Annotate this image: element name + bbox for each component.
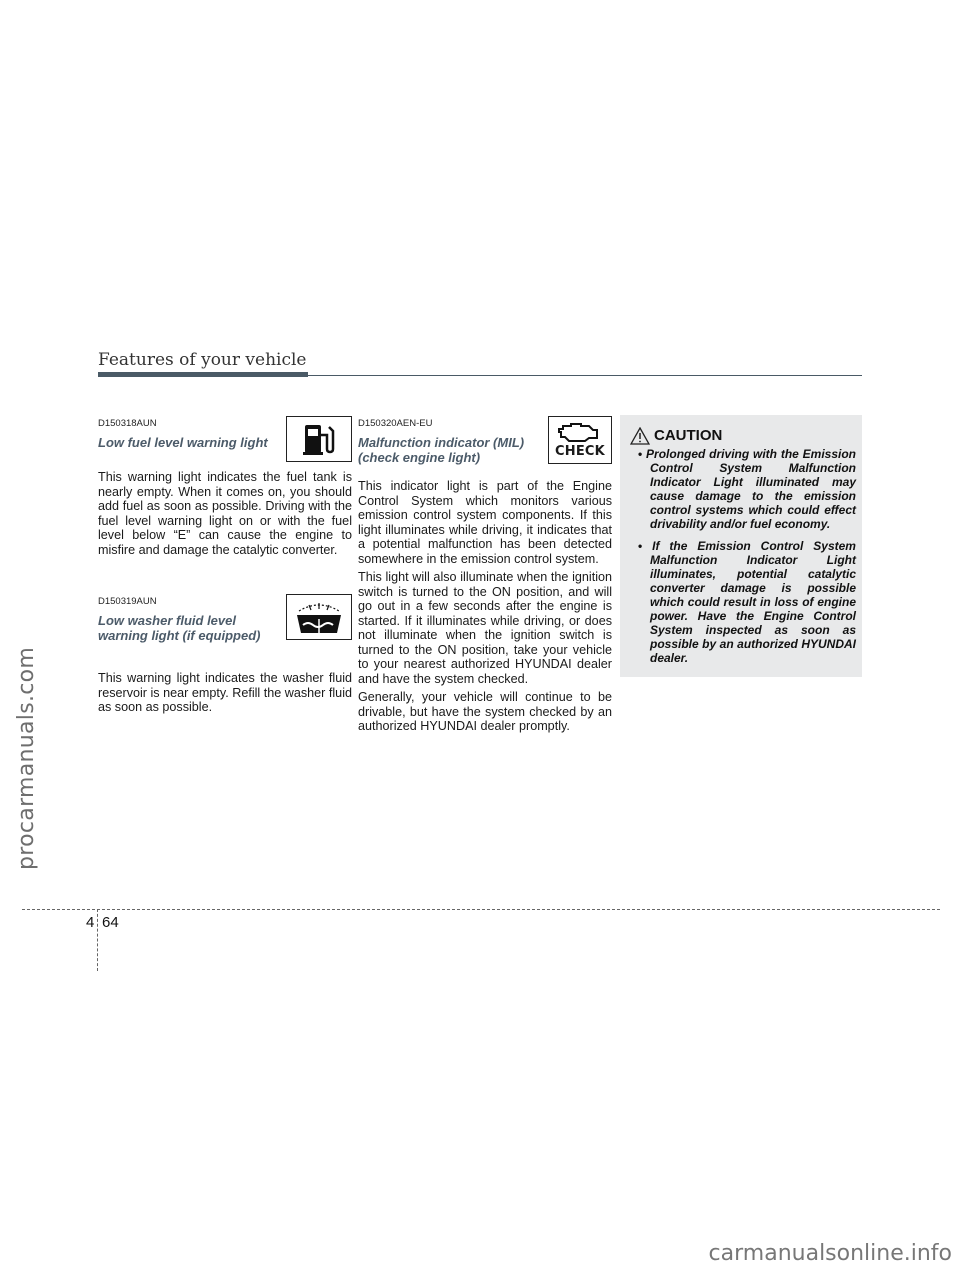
footer-rule (22, 909, 940, 910)
section-body: This warning light indicates the fuel tank is nearly empty. When it comes on, you should add fuel as soon as possible. Driving with the fuel level warning light on or with the fuel level below “E” can cause the engine to misfire and damage the catalytic converter. (98, 470, 352, 557)
section-paragraph: This light will also illuminate when the ignition switch is turned to the ON position, and will go out in a few seconds after the engine is started. If it illuminates while driving, or does not illuminate when the ignition switch is turned to the ON position, take your vehicle to your nearest authorized HYUNDAI dealer and have the system checked. (358, 570, 612, 686)
section-subheading: Low washer fluid level warning light (if equipped) (98, 613, 261, 643)
section-header-title: Features of your vehicle (98, 350, 307, 370)
section-body: This warning light indicates the washer fluid reservoir is near empty. Refill the washer fluid as soon as possible. (98, 671, 352, 714)
caution-item: • Prolonged driving with the Emission Control System Malfunction Indicator Light illuminated may cause damage to the emission control systems which could effect drivability and/or fuel economy. (630, 447, 856, 531)
side-watermark: procarmanuals.com (14, 646, 39, 870)
chapter-number: 4 (86, 914, 95, 931)
washer-warning-section (98, 596, 352, 715)
mil-section (358, 418, 612, 734)
left-column (98, 418, 352, 715)
header-rule-thin (98, 375, 862, 376)
caution-item: • If the Emission Control System Malfunction Indicator Light illuminates, potential catalytic converter damage is possible which could result in loss of engine power. Have the Engine Control System inspected as soon as possible by an authorized HYUNDAI dealer. (630, 539, 856, 665)
section-paragraph: Generally, your vehicle will continue to be drivable, but have the system checked by an authorized HYUNDAI dealer promptly. (358, 690, 612, 733)
middle-column (358, 418, 612, 734)
fuel-pump-icon (286, 416, 352, 462)
check-engine-icon (548, 416, 612, 464)
section-subheading: Low fuel level warning light (98, 435, 268, 450)
footer-divider (97, 909, 98, 971)
check-label: CHECK (555, 443, 605, 459)
caution-list (630, 447, 856, 673)
section-subheading: Malfunction indicator (MIL) (check engine light) (358, 435, 525, 465)
section-code: D150319AUN (98, 596, 157, 607)
caution-box (620, 415, 862, 677)
washer-fluid-icon (286, 594, 352, 640)
section-code: D150320AEN-EU (358, 418, 433, 429)
section-paragraph: This indicator light is part of the Engine Control System which monitors various emission control system components. If this light illuminates while driving, it indicates that a potential malfunction has been detected somewhere in the emission control system. (358, 479, 612, 566)
section-code: D150318AUN (98, 418, 157, 429)
fuel-warning-section (98, 418, 352, 596)
bottom-watermark: carmanualsonline.info (708, 1241, 952, 1266)
caution-title: CAUTION (654, 427, 723, 444)
page-number: 64 (102, 914, 119, 931)
